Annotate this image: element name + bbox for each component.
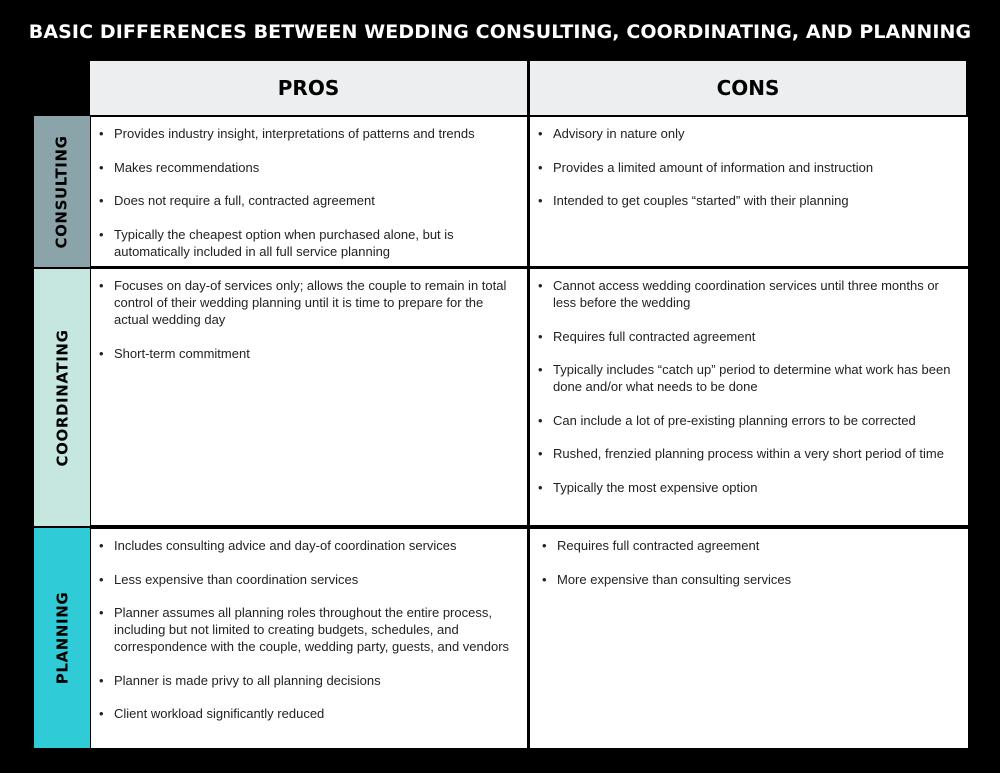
list-item: • Intended to get couples “started” with their planning xyxy=(530,192,960,209)
list-item: • Focuses on day-of services only; allows the couple to remain in total control of their wedding planning until it is time to prepare for the actual wedding day xyxy=(91,277,519,328)
bullet-list xyxy=(91,537,519,722)
row-label-coordinating-text: COORDINATING xyxy=(53,329,72,466)
column-header-pros: PROS xyxy=(90,61,527,115)
cell-planning-cons xyxy=(530,529,968,748)
list-item: • Rushed, frenzied planning process within a very short period of time xyxy=(530,445,960,462)
row-label-coordinating xyxy=(34,269,90,526)
bullet-list xyxy=(91,125,519,260)
cell-consulting-cons xyxy=(530,117,968,266)
list-item: • Does not require a full, contracted agreement xyxy=(91,192,519,209)
row-label-planning-text: PLANNING xyxy=(53,591,72,685)
row-label-consulting xyxy=(34,116,90,267)
list-item: • More expensive than consulting services xyxy=(530,571,960,588)
list-item: • Client workload significantly reduced xyxy=(91,705,519,722)
list-item: • Requires full contracted agreement xyxy=(530,537,960,554)
list-item: • Advisory in nature only xyxy=(530,125,960,142)
list-item: • Makes recommendations xyxy=(91,159,519,176)
column-header-cons: CONS xyxy=(530,61,966,115)
bullet-list xyxy=(530,537,960,588)
list-item: • Typically the most expensive option xyxy=(530,479,960,496)
list-item: • Can include a lot of pre-existing planning errors to be corrected xyxy=(530,412,960,429)
list-item: • Typically the cheapest option when purchased alone, but is automatically included in all full service planning xyxy=(91,226,519,260)
list-item: • Less expensive than coordination services xyxy=(91,571,519,588)
list-item: • Provides a limited amount of information and instruction xyxy=(530,159,960,176)
cell-consulting-pros xyxy=(91,117,527,266)
page-title: BASIC DIFFERENCES BETWEEN WEDDING CONSULTING, COORDINATING, AND PLANNING xyxy=(28,21,972,43)
cell-planning-pros xyxy=(91,529,527,748)
list-item: • Includes consulting advice and day-of coordination services xyxy=(91,537,519,554)
list-item: • Provides industry insight, interpretations of patterns and trends xyxy=(91,125,519,142)
list-item: • Planner assumes all planning roles throughout the entire process, including but not limited to creating budgets, schedules, and correspondence with the couple, wedding party, guests, and vendors xyxy=(91,604,519,655)
bullet-list xyxy=(530,277,960,496)
list-item: • Cannot access wedding coordination services until three months or less before the wedding xyxy=(530,277,960,311)
list-item: • Short-term commitment xyxy=(91,345,519,362)
cell-coordinating-cons xyxy=(530,269,968,525)
bullet-list xyxy=(91,277,519,362)
row-label-consulting-text: CONSULTING xyxy=(53,134,71,249)
bullet-list xyxy=(530,125,960,209)
list-item: • Planner is made privy to all planning decisions xyxy=(91,672,519,689)
cell-coordinating-pros xyxy=(91,269,527,525)
row-label-planning xyxy=(34,528,90,748)
list-item: • Requires full contracted agreement xyxy=(530,328,960,345)
list-item: • Typically includes “catch up” period to determine what work has been done and/or what needs to be done xyxy=(530,361,960,395)
